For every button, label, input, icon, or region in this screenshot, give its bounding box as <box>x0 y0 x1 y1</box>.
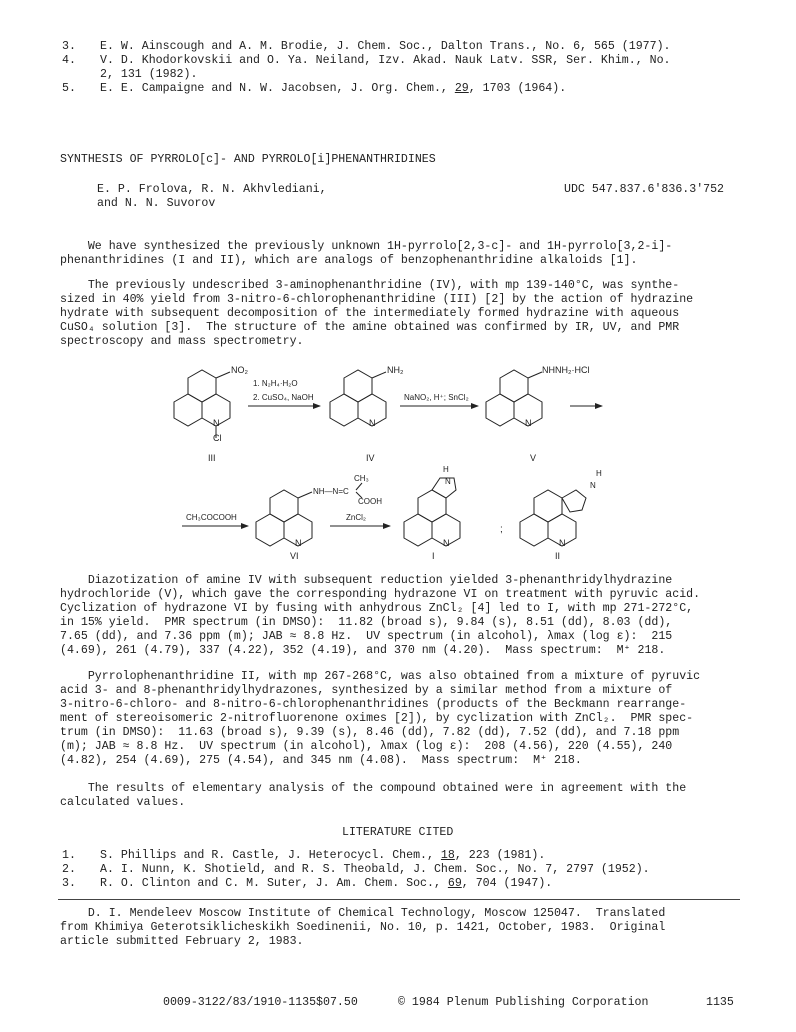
affiliation-line: from Khimiya Geterotsiklicheskikh Soedinenii, No. 10, p. 1421, October, 1983. Original <box>60 921 666 934</box>
n-label: N <box>443 538 450 548</box>
compound-label-ii: II <box>555 551 561 561</box>
ref-top-3: 3. E. W. Ainscough and A. M. Brodie, J. Chem. Soc., Dalton Trans., No. 6, 565 (1977). <box>62 40 671 53</box>
udc-code: UDC 547.837.6'836.3'752 <box>564 183 725 196</box>
para4-line: 3-nitro-6-chloro- and 8-nitro-6-chlorophenanthridines (products of the Beckmann rearrange- <box>60 698 687 711</box>
authors-line-2: and N. N. Suvorov <box>97 197 216 210</box>
para3-line: in 15% yield. PMR spectrum (in DMSO): 11.82 (broad s), 9.84 (s), 8.51 (dd), 8.03 (dd), <box>60 616 673 629</box>
cl-label: Cl <box>213 433 222 443</box>
reagent-1b: 2. CuSO₄, NaOH <box>253 393 314 402</box>
para5-line: The results of elementary analysis of the compound obtained were in agreement with the <box>60 782 687 795</box>
para3-line: 7.65 (dd), and 7.36 ppm (m); JAB ≈ 8.8 Hz. UV spectrum (in alcohol), λmax (log ε): 215 <box>60 630 673 643</box>
literature-heading: LITERATURE CITED <box>342 826 454 839</box>
nh2-label: NH₂ <box>387 365 404 375</box>
para2-line: hydrate with subsequent decomposition of the intermediately formed hydrazine with aqueous <box>60 307 680 320</box>
compound-label-iii: III <box>208 453 216 463</box>
para5-line: calculated values. <box>60 796 186 809</box>
n-label: N <box>369 418 376 428</box>
para4-line: ment of stereoisomeric 2-nitrofluorenone oximes [2]), by cyclization with ZnCl₂. PMR spec- <box>60 712 694 725</box>
n-label: N <box>525 418 532 428</box>
n-label: N <box>295 538 302 548</box>
reagent-1a: 1. N₂H₄·H₂O <box>253 379 298 388</box>
para3-line: (4.69), 261 (4.79), 337 (4.22), 352 (4.19), and 370 nm (4.20). Mass spectrum: M⁺ 218. <box>60 644 666 657</box>
para4-line: Pyrrolophenanthridine II, with mp 267-268°C, was also obtained from a mixture of pyruvic <box>60 670 701 683</box>
reaction-scheme <box>160 360 640 570</box>
separator: ; <box>500 524 503 535</box>
compound-label-i: I <box>432 551 435 561</box>
structure-ii <box>520 490 586 546</box>
authors-line-1: E. P. Frolova, R. N. Akhvlediani, <box>97 183 327 196</box>
reagent-4: ZnCl₂ <box>346 513 366 522</box>
lit-ref-1: 1. S. Phillips and R. Castle, J. Heterocycl. Chem., 18, 223 (1981). <box>62 849 546 862</box>
h-label: H <box>443 465 449 474</box>
h-label: H <box>596 469 602 478</box>
para3-line: Cyclization of hydrazone VI by fusing with anhydrous ZnCl₂ [4] led to I, with mp 271-272°C, <box>60 602 694 615</box>
para4-line: (m); JAB ≈ 8.8 Hz. UV spectrum (in alcohol), λmax (log ε): 208 (4.56), 220 (4.55), 240 <box>60 740 673 753</box>
ch3-label: CH₃ <box>354 474 369 483</box>
reagent-2: NaNO₂, H⁺; SnCl₂ <box>404 393 469 402</box>
compound-label-vi: VI <box>290 551 299 561</box>
para4-line: (4.82), 254 (4.69), 275 (4.54), and 345 nm (4.08). Mass spectrum: M⁺ 218. <box>60 754 582 767</box>
para1-line: We have synthesized the previously unknown 1H-pyrrolo[2,3-c]- and 1H-pyrrolo[3,2-i]- <box>60 240 673 253</box>
ref-top-4-cont: 2, 131 (1982). <box>100 68 198 81</box>
no2-label: NO₂ <box>231 365 248 375</box>
ref-top-4: 4. V. D. Khodorkovskii and O. Ya. Neiland, Izv. Akad. Nauk Latv. SSR, Ser. Khim., No. <box>62 54 671 67</box>
cooh-label: COOH <box>358 497 382 506</box>
lit-ref-2: 2. A. I. Nunn, K. Shotield, and R. S. Theobald, J. Chem. Soc., No. 7, 2797 (1952). <box>62 863 650 876</box>
lit-ref-3: 3. R. O. Clinton and C. M. Suter, J. Am. Chem. Soc., 69, 704 (1947). <box>62 877 553 890</box>
para2-line: The previously undescribed 3-aminophenanthridine (IV), with mp 139-140°C, was synthe- <box>60 279 680 292</box>
structure-iv <box>330 370 386 426</box>
hydrazone-label: NH—N=C <box>313 487 349 496</box>
page-number: 1135 <box>706 996 734 1009</box>
structure-vi <box>256 490 312 546</box>
ref-top-5: 5. E. E. Campaigne and N. W. Jacobsen, J. Org. Chem., 29, 1703 (1964). <box>62 82 567 95</box>
para3-line: Diazotization of amine IV with subsequent reduction yielded 3-phenanthridylhydrazine <box>60 574 673 587</box>
affiliation-line: article submitted February 2, 1983. <box>60 935 304 948</box>
para2-line: spectroscopy and mass spectrometry. <box>60 335 304 348</box>
footer-copyright: © 1984 Plenum Publishing Corporation <box>398 996 649 1009</box>
article-title: SYNTHESIS OF PYRROLO[c]- AND PYRROLO[i]PHENANTHRIDINES <box>60 153 436 166</box>
compound-label-v: V <box>530 453 537 463</box>
para2-line: CuSO₄ solution [3]. The structure of the amine obtained was confirmed by IR, UV, and PMR <box>60 321 680 334</box>
compound-label-iv: IV <box>366 453 375 463</box>
n-label: N <box>445 477 451 486</box>
para4-line: trum (in DMSO): 11.63 (broad s), 9.39 (s), 8.46 (dd), 7.82 (dd), 7.52 (dd), and 7.18 ppm <box>60 726 680 739</box>
n-label: N <box>590 481 596 490</box>
n-label: N <box>213 418 220 428</box>
para4-line: acid 3- and 8-phenanthridylhydrazones, synthesized by a similar method from a mixture of <box>60 684 673 697</box>
footer-code: 0009-3122/83/1910-1135$07.50 <box>163 996 358 1009</box>
nhnh2-label: NHNH₂·HCl <box>542 365 590 375</box>
structure-v <box>486 370 542 426</box>
para1-line: phenanthridines (I and II), which are analogs of benzophenanthridine alkaloids [1]. <box>60 254 638 267</box>
para3-line: hydrochloride (V), which gave the corresponding hydrazone VI on treatment with pyruvic acid. <box>60 588 701 601</box>
reagent-3: CH₃COCOOH <box>186 513 237 522</box>
para2-line: sized in 40% yield from 3-nitro-6-chlorophenanthridine (III) [2] by the action of hydrazine <box>60 293 694 306</box>
n-label: N <box>559 538 566 548</box>
affiliation-line: D. I. Mendeleev Moscow Institute of Chemical Technology, Moscow 125047. Translated <box>60 907 666 920</box>
structure-i <box>404 478 460 546</box>
divider <box>58 899 740 900</box>
structure-iii <box>174 370 230 438</box>
